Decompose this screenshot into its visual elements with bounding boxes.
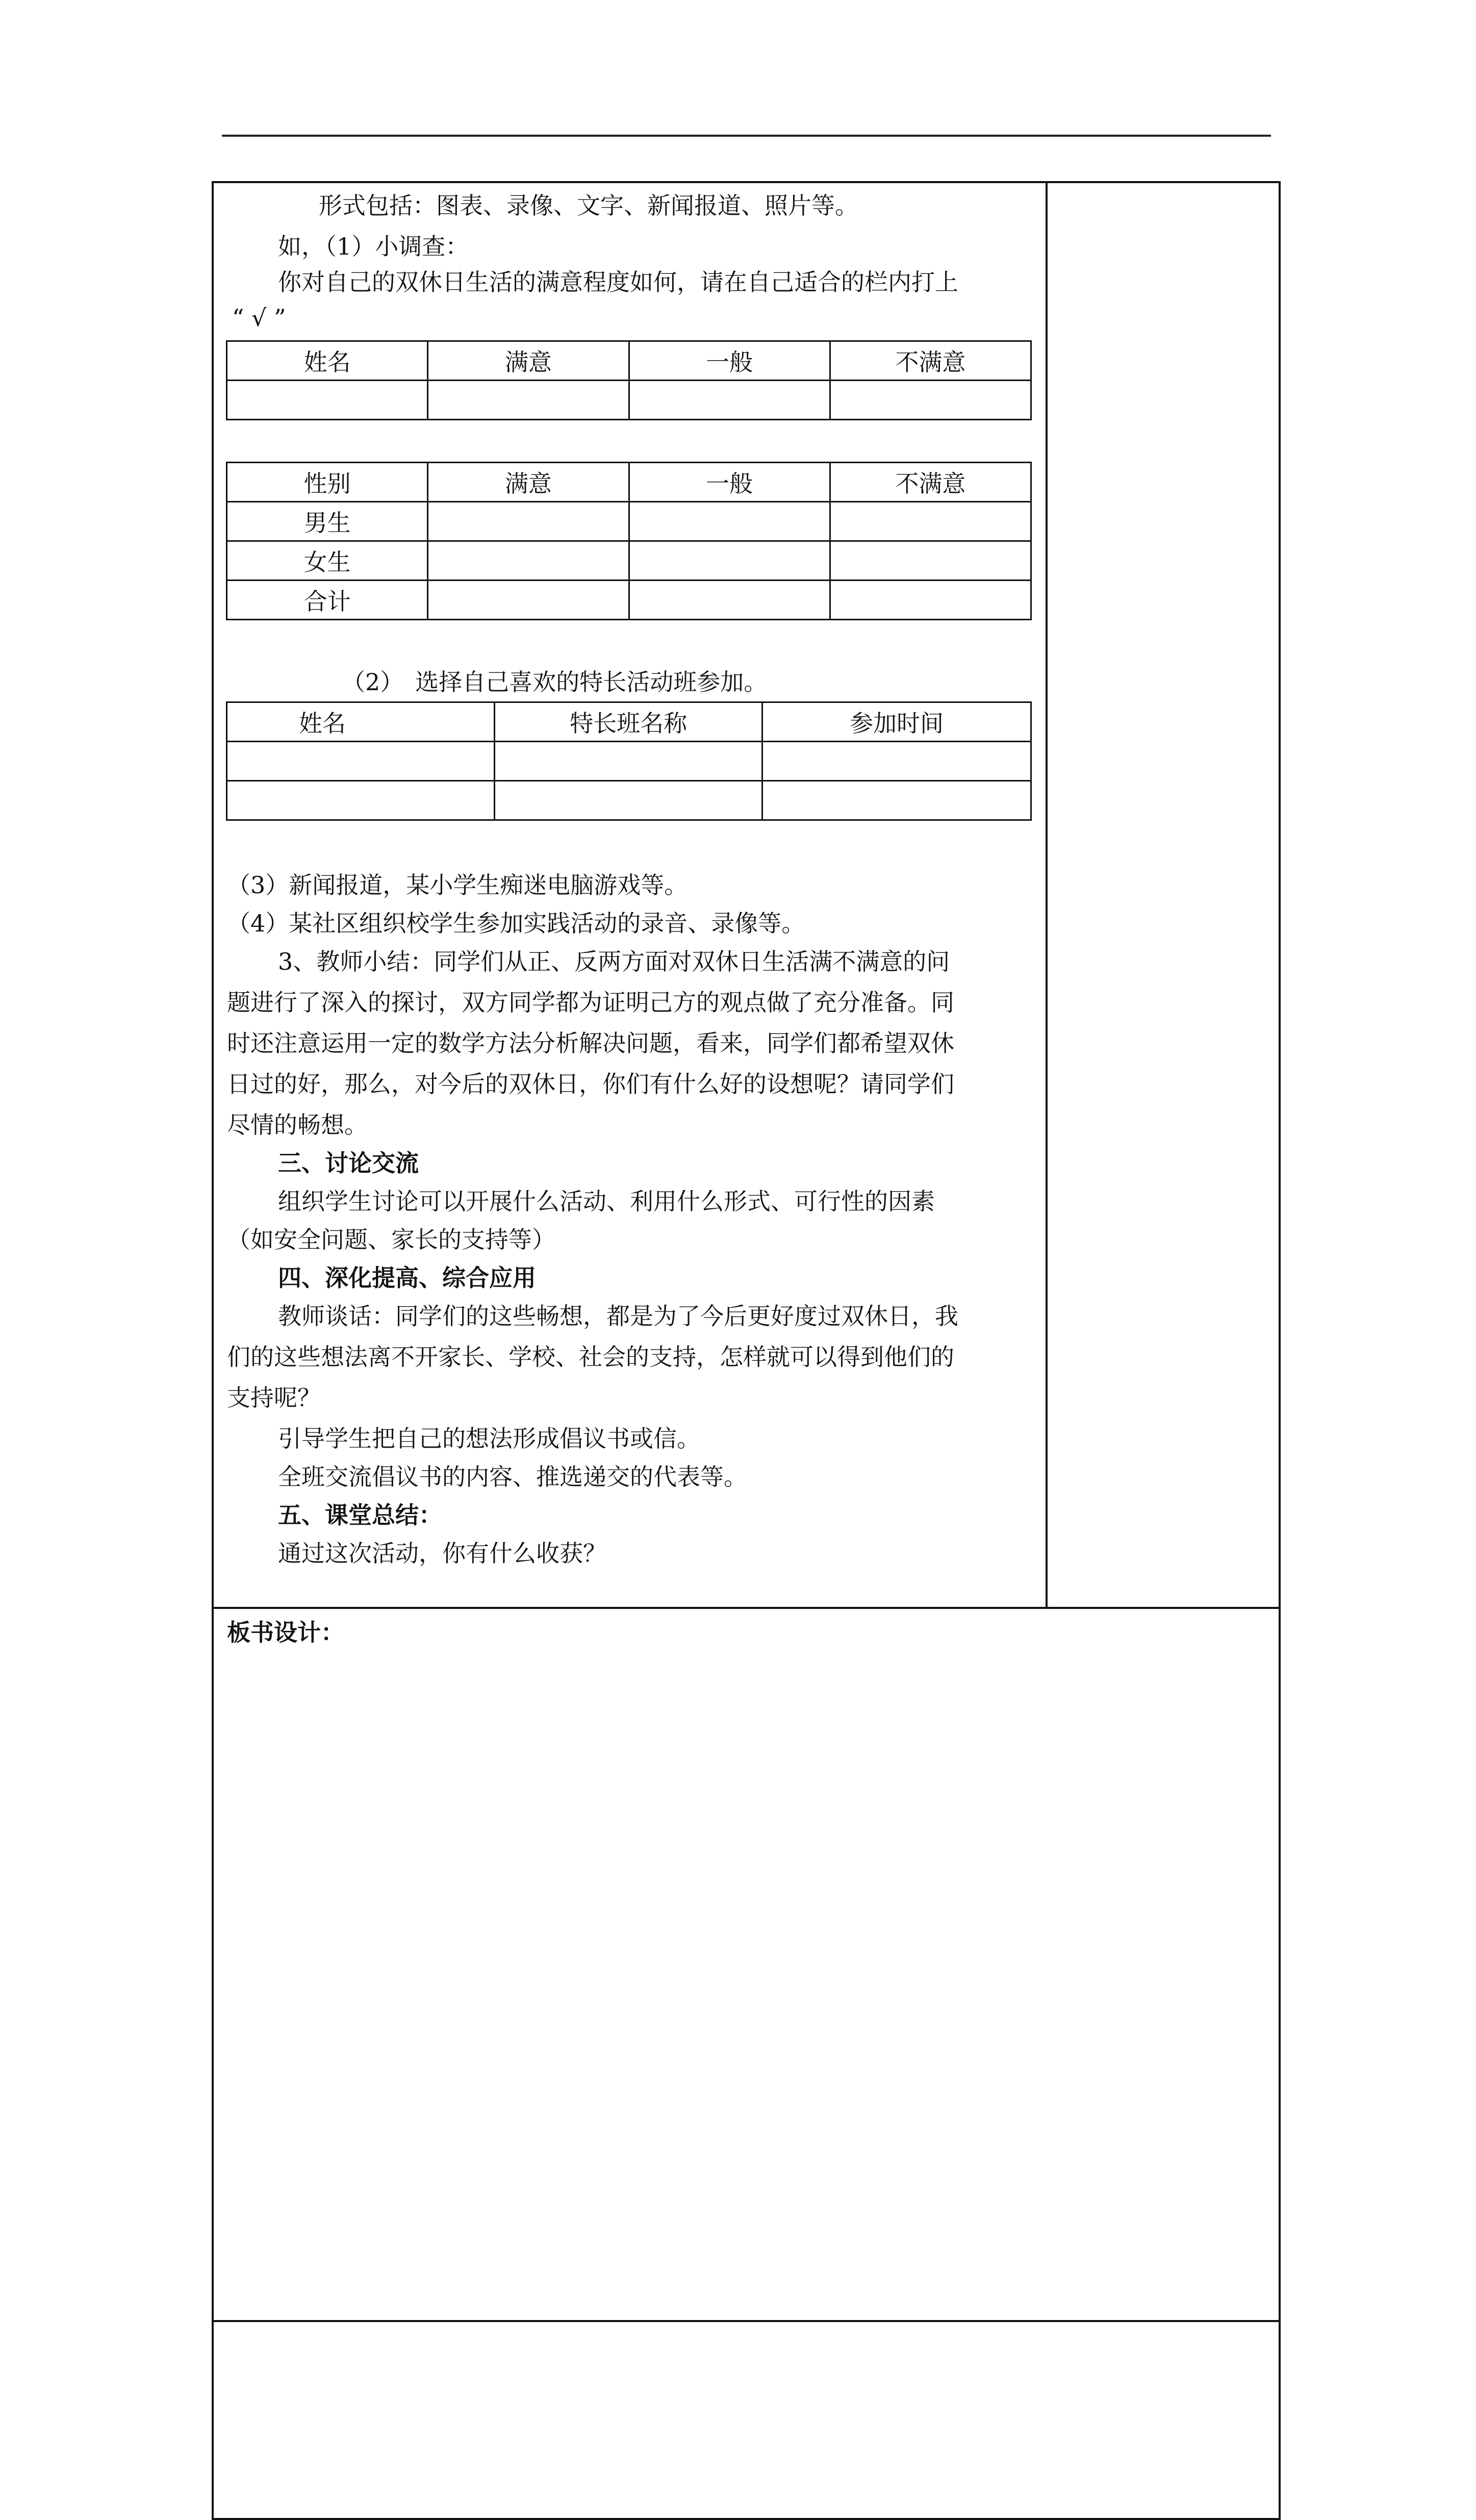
- section-5-heading: 五、课堂总结：: [278, 1501, 442, 1529]
- row-label-total: 合计: [227, 581, 428, 620]
- example-4-text: （4）某社区组织校学生参加实践活动的录音、录像等。: [227, 910, 805, 937]
- example-3-text: （3）新闻报道，某小学生痴迷电脑游戏等。: [227, 871, 688, 899]
- section-3-line-1: 组织学生讨论可以开展什么活动、利用什么形式、可行性的因素: [278, 1188, 935, 1215]
- empty-cell: [428, 381, 629, 420]
- table-row: [227, 502, 1031, 541]
- row-label-male: 男生: [227, 502, 428, 541]
- empty-cell: [830, 581, 1031, 620]
- row-label-female: 女生: [227, 541, 428, 581]
- empty-cell: [428, 502, 629, 541]
- header-name: 姓名: [227, 341, 428, 381]
- example-1-text: 如，（1）小调查：: [278, 233, 469, 260]
- section-3-line-2: （如安全问题、家长的支持等）: [227, 1226, 555, 1253]
- empty-cell: [227, 781, 495, 820]
- section-3-heading: 三、讨论交流: [278, 1149, 419, 1177]
- table-header-row: [227, 341, 1031, 381]
- header-join-time: 参加时间: [762, 702, 1031, 742]
- header-class-name: 特长班名称: [495, 702, 762, 742]
- board-design-title: 板书设计：: [227, 1619, 344, 1646]
- gender-satisfaction-table: [226, 462, 1032, 620]
- header-satisfied: 满意: [428, 463, 629, 502]
- header-unsatisfied: 不满意: [830, 463, 1031, 502]
- empty-cell: [629, 381, 830, 420]
- empty-cell: [830, 502, 1031, 541]
- header-satisfied: 满意: [428, 341, 629, 381]
- board-section-bottom: [212, 2320, 1281, 2322]
- empty-cell: [495, 742, 762, 781]
- section-4-line-4: 引导学生把自己的想法形成倡议书或信。: [278, 1425, 700, 1452]
- table-row: [227, 541, 1031, 581]
- header-gender: 性别: [227, 463, 428, 502]
- table-header-row: [227, 702, 1031, 742]
- empty-cell: [762, 742, 1031, 781]
- forms-text: 形式包括：图表、录像、文字、新闻报道、照片等。: [319, 192, 858, 219]
- section-4-line-3: 支持呢？: [227, 1384, 321, 1412]
- board-section-divider: [212, 1607, 1281, 1609]
- hobby-class-table: [226, 701, 1032, 821]
- empty-cell: [428, 541, 629, 581]
- header-unsatisfied: 不满意: [830, 341, 1031, 381]
- empty-cell: [629, 581, 830, 620]
- header-name: 姓名: [227, 702, 495, 742]
- empty-cell: [830, 381, 1031, 420]
- empty-cell: [227, 742, 495, 781]
- empty-cell: [227, 381, 428, 420]
- header-average: 一般: [629, 341, 830, 381]
- empty-cell: [495, 781, 762, 820]
- summary-line-2: 题进行了深入的探讨，双方同学都为证明己方的观点做了充分准备。同: [227, 989, 954, 1016]
- section-4-line-2: 们的这些想法离不开家长、学校、社会的支持，怎样就可以得到他们的: [227, 1343, 954, 1371]
- table-row: [227, 781, 1031, 820]
- question-line-1: 你对自己的双休日生活的满意程度如何，请在自己适合的栏内打上: [278, 268, 958, 296]
- satisfaction-survey-table: [226, 340, 1032, 420]
- table-header-row: [227, 463, 1031, 502]
- question-line-2: “ √ ”: [232, 304, 286, 332]
- summary-line-1: 3、教师小结：同学们从正、反两方面对双休日生活满不满意的问: [278, 948, 950, 975]
- summary-line-3: 时还注意运用一定的数学方法分析解决问题，看来，同学们都希望双休: [227, 1029, 954, 1057]
- notes-column-divider: [1046, 181, 1048, 1607]
- section-4-heading: 四、深化提高、综合应用: [278, 1264, 536, 1292]
- empty-cell: [629, 502, 830, 541]
- header-average: 一般: [629, 463, 830, 502]
- header-rule: [222, 135, 1271, 137]
- empty-cell: [428, 581, 629, 620]
- empty-cell: [830, 541, 1031, 581]
- example-2-text: （2） 选择自己喜欢的特长活动班参加。: [342, 668, 768, 696]
- section-4-line-1: 教师谈话：同学们的这些畅想，都是为了今后更好度过双休日，我: [278, 1302, 958, 1330]
- table-row: [227, 581, 1031, 620]
- empty-cell: [762, 781, 1031, 820]
- table-row: [227, 742, 1031, 781]
- summary-line-4: 日过的好，那么，对今后的双休日，你们有什么好的设想呢？请同学们: [227, 1070, 954, 1098]
- summary-line-5: 尽情的畅想。: [227, 1111, 368, 1139]
- section-5-line-1: 通过这次活动，你有什么收获？: [278, 1540, 606, 1567]
- table-row: [227, 381, 1031, 420]
- empty-cell: [629, 541, 830, 581]
- section-4-line-5: 全班交流倡议书的内容、推选递交的代表等。: [278, 1463, 747, 1491]
